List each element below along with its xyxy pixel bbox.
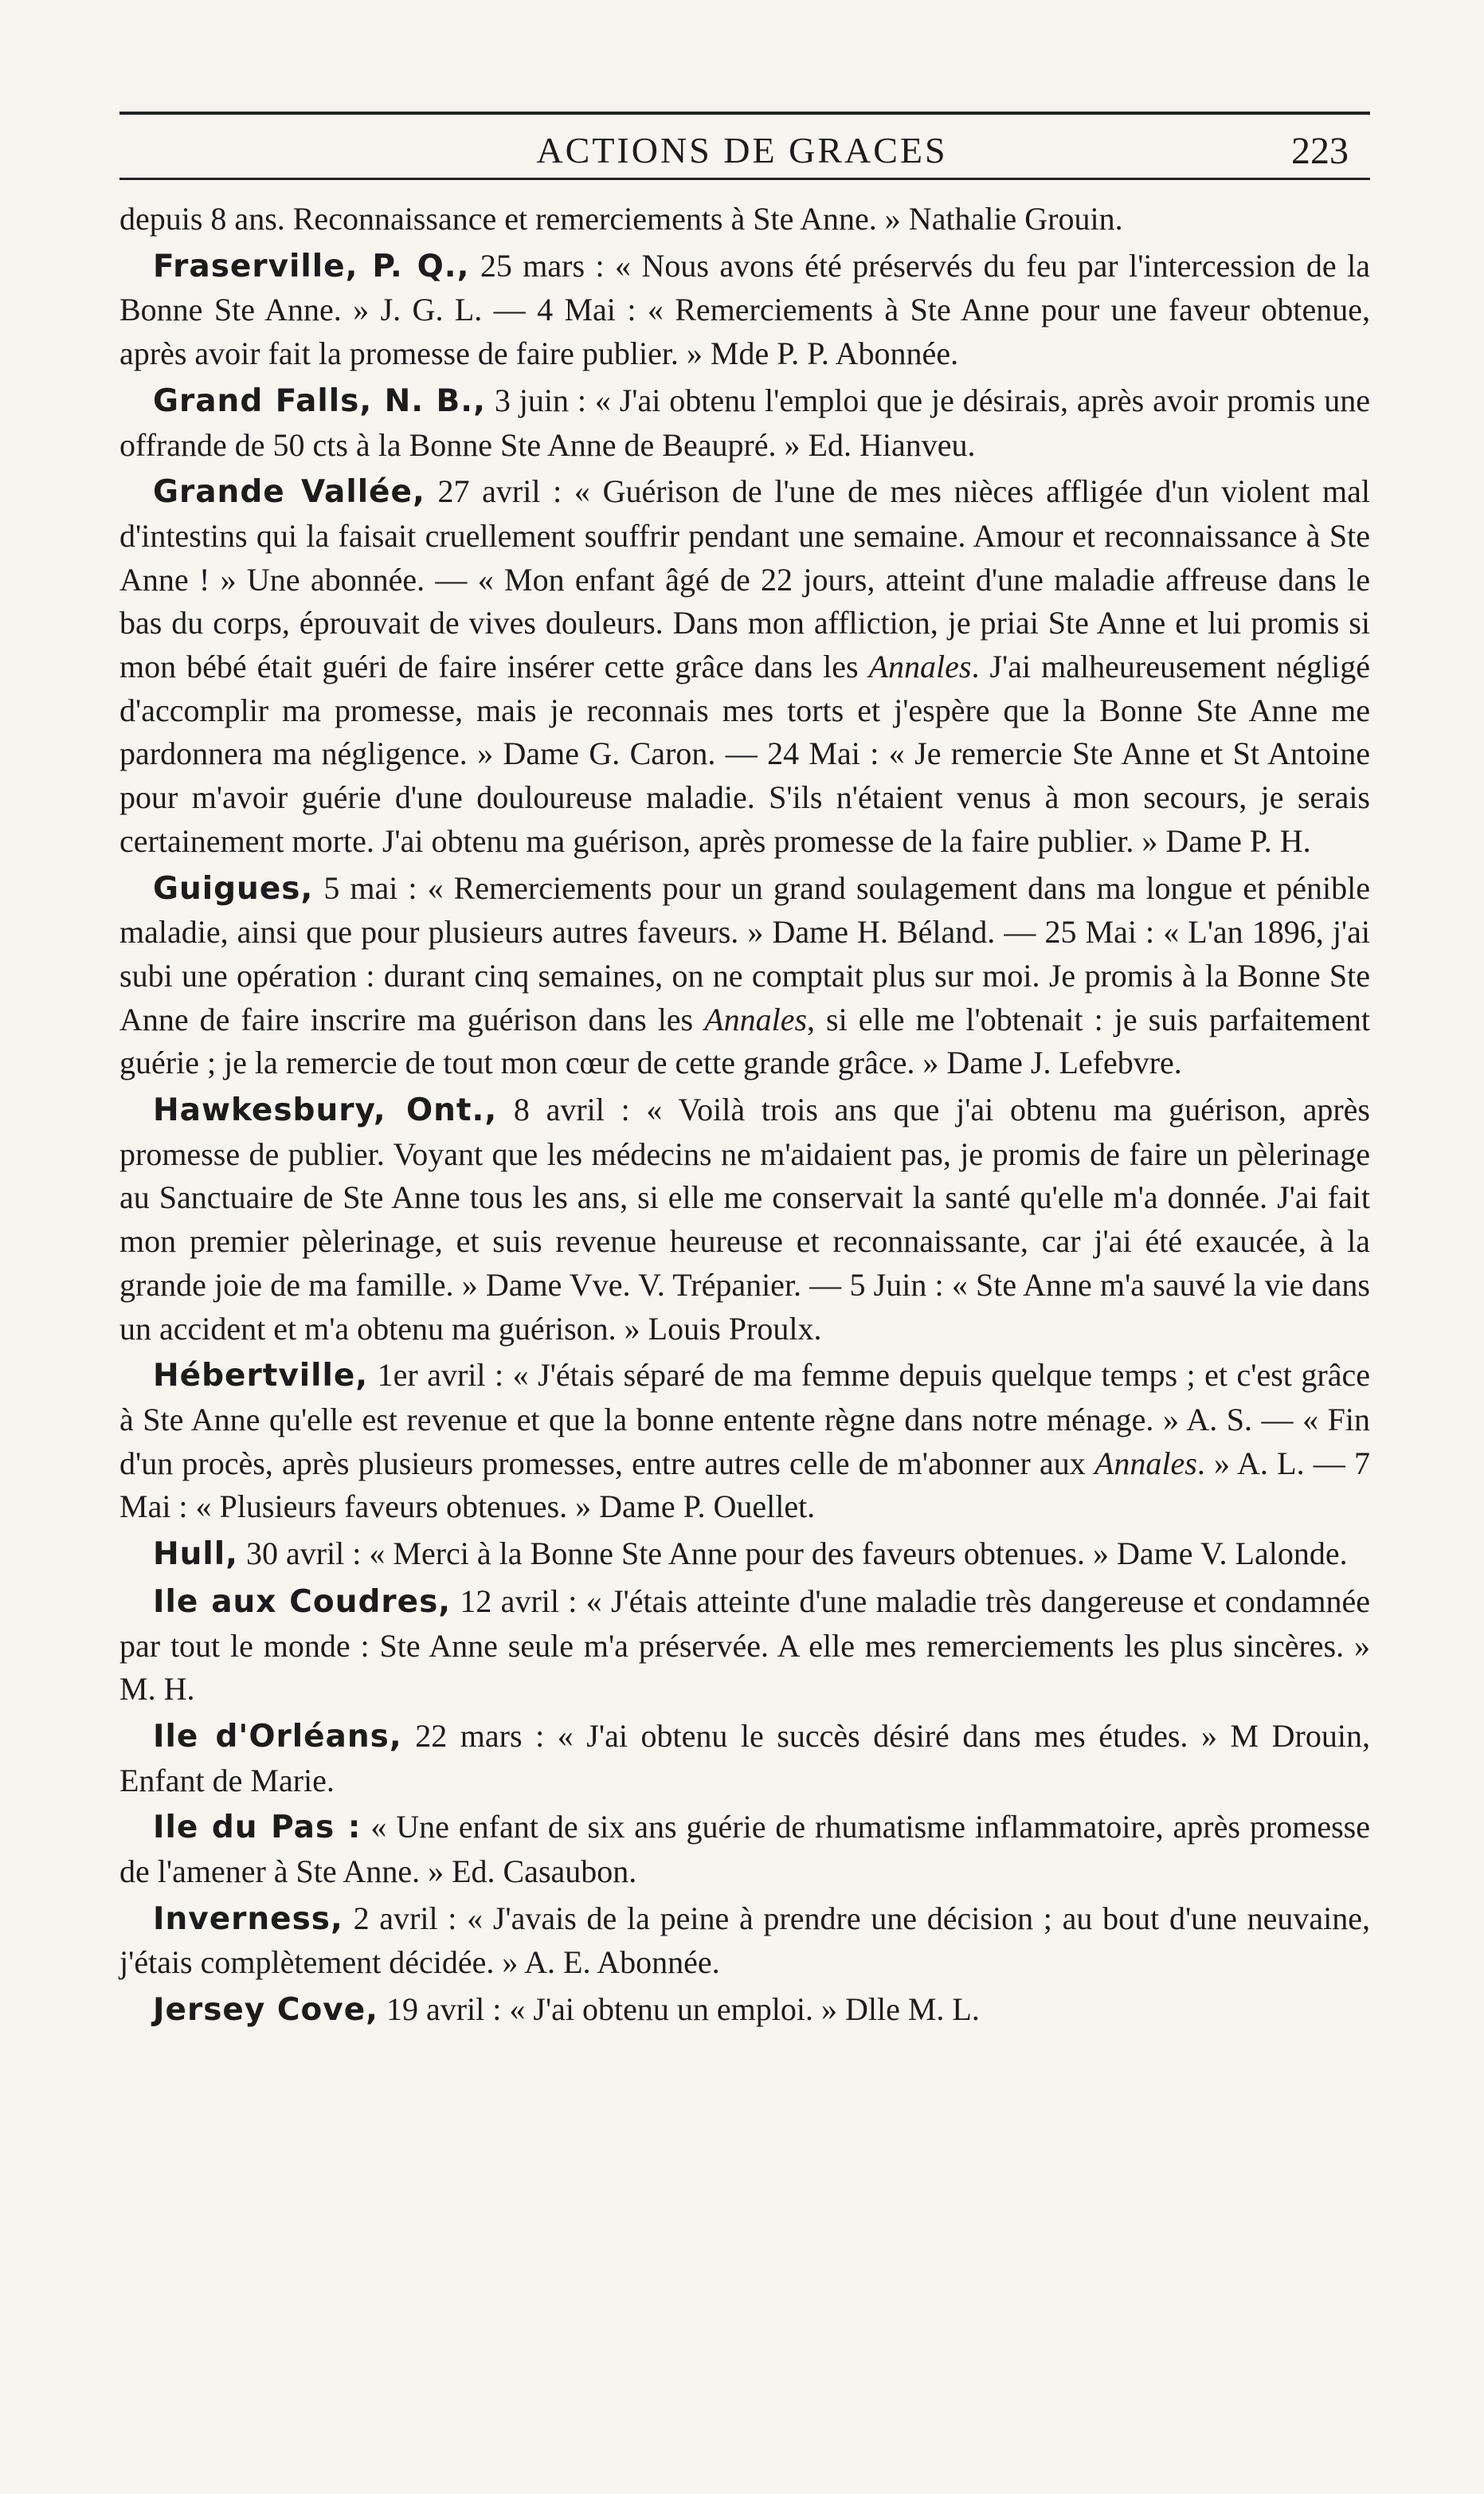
entry-text: 25 mars : « Nous avons été préservés du feu par l'intercession de la Bonne Ste Anne. » J. G. L. — 4 Mai : « Remerciements à Ste Anne pour une faveur obtenue, après avoir fait la promesse de faire publier. » Mde P. P. Abonnée. [119,247,1370,372]
page-number: 223 [1291,130,1349,172]
entry-hebertville [119,1354,1370,1529]
entry-grand-falls [119,379,1370,467]
place-name: Ile du Pas : [153,1810,362,1846]
header-rule-bottom [119,178,1370,180]
entry-hawkesbury [119,1088,1370,1351]
place-name: Jersey Cove, [153,1992,378,2029]
annales-title: Annales [1094,1445,1197,1481]
entry-text: . J'ai malheureusement négligé d'accomplir ma promesse, mais je reconnais mes torts et j'espère que la Bonne Ste Anne me pardonnera ma négligence. » Dame G. Caron. — 24 Mai : « Je remercie Ste Anne et St Antoine pour m'avoir guérie d'une douloureuse maladie. S'ils n'étaient venus à mon secours, je serais certainement morte. J'ai obtenu ma guérison, après promesse de la faire publier. » Dame P. H. [119,649,1371,859]
entry-hull [119,1532,1370,1577]
entry-text: 5 mai : « Remerciements pour un grand soulagement dans ma longue et pénible maladie, ainsi que pour plusieurs autres faveurs. » Dame H. Béland. — 25 Mai : « L'an 1896, j'ai subi une opération : durant cinq semaines, on ne comptait plus sur moi. Je promis à la Bonne Ste Anne de faire inscrire ma guérison dans les [119,869,1370,1037]
entry-text: depuis 8 ans. Reconnaissance et remerciements à Ste Anne. » Nathalie Grouin. [119,201,1123,237]
entry-jersey-cove [119,1988,1370,2033]
annales-title: Annales [704,1001,808,1037]
entry-ile-d-orleans [119,1715,1370,1802]
entry-continuation [119,198,1370,241]
entry-inverness [119,1897,1370,1985]
place-name: Grand Falls, N. B., [153,382,486,419]
entry-text: 8 avril : « Voilà trois ans que j'ai obtenu ma guérison, après promesse de publier. Voyant que les médecins ne m'aidaient pas, je promis de faire un pèlerinage au Sanctuaire de Ste Anne tous les ans, si elle me conservait la santé qu'elle m'a donnée. J'ai fait mon premier pèlerinage, et suis revenue heureuse et reconnaissante, car j'ai été exaucée, à la grande joie de ma famille. » Dame Vve. V. Trépanier. — 5 Juin : « Ste Anne m'a sauvé la vie dans un accident et m'a obtenu ma guérison. » Louis Proulx. [119,1092,1371,1347]
entry-ile-du-pas [119,1806,1370,1893]
entry-text: 2 avril : « J'avais de la peine à prendre une décision ; au bout d'une neuvaine, j'étais complètement décidée. » A. E. Abonnée. [119,1900,1370,1981]
place-name: Grande Vallée, [153,474,425,511]
entry-text: 22 mars : « J'ai obtenu le succès désiré dans mes études. » M Drouin, Enfant de Marie. [119,1717,1370,1798]
entry-text: . » A. L. — 7 Mai : « Plusieurs faveurs obtenues. » Dame P. Ouellet. [119,1445,1370,1525]
place-name: Inverness, [153,1900,343,1937]
entry-text: « Une enfant de six ans guérie de rhumatisme inflammatoire, après promesse de l'amener à Ste Anne. » Ed. Casaubon. [119,1809,1370,1890]
entry-guigues [119,867,1370,1086]
entry-ile-aux-coudres [119,1580,1370,1712]
place-name: Guigues, [153,870,314,907]
entry-text: , si elle me l'obtenait : je suis parfaitement guérie ; je la remercie de tout mon cœur de cette grande grâce. » Dame J. Lefebvre. [119,1001,1370,1081]
place-name: Ile aux Coudres, [153,1583,452,1620]
entry-text: 19 avril : « J'ai obtenu un emploi. » Dlle M. L. [378,1991,980,2028]
place-name: Ile d'Orléans, [153,1718,402,1755]
entry-text: 3 juin : « J'ai obtenu l'emploi que je désirais, après avoir promis une offrande de 50 cts à la Bonne Ste Anne de Beaupré. » Ed. Hianveu. [119,382,1370,463]
entry-fraserville [119,245,1370,376]
entry-text: 27 avril : « Guérison de l'une de mes nièces affligée d'un violent mal d'intestins qui la faisait cruellement souffrir pendant une semaine. Amour et reconnaissance à Ste Anne ! » Une abonnée. — « Mon enfant âgé de 22 jours, atteint d'une maladie affreuse dans le bas du corps, éprouvait de vives douleurs. Dans mon affliction, je priai Ste Anne et lui promis si mon bébé était guéri de faire insérer cette grâce dans les [119,473,1371,685]
header-rule-top [119,112,1370,115]
entry-text: 30 avril : « Merci à la Bonne Ste Anne pour des faveurs obtenues. » Dame V. Lalonde. [237,1535,1348,1572]
place-name: Hull, [153,1536,238,1573]
place-name: Hébertville, [153,1358,369,1394]
entry-text: 12 avril : « J'étais atteinte d'une maladie très dangereuse et condamnée par tout le monde : Ste Anne seule m'a préservée. A elle mes remerciements les plus sincères. » M. H. [119,1582,1370,1708]
running-title: ACTIONS DE GRACES [536,130,948,171]
entry-grande-vallee [119,470,1370,863]
place-name: Fraserville, P. Q., [153,248,470,284]
body-text [119,198,1370,2036]
annales-title: Annales [868,649,972,685]
entry-text: 1er avril : « J'étais séparé de ma femme depuis quelque temps ; et c'est grâce à Ste Anne qu'elle est revenue et que la bonne entente règne dans notre ménage. » A. S. — « Fin d'un procès, après plusieurs promesses, entre autres celle de m'abonner aux [119,1357,1370,1481]
place-name: Hawkesbury, Ont., [153,1092,498,1129]
